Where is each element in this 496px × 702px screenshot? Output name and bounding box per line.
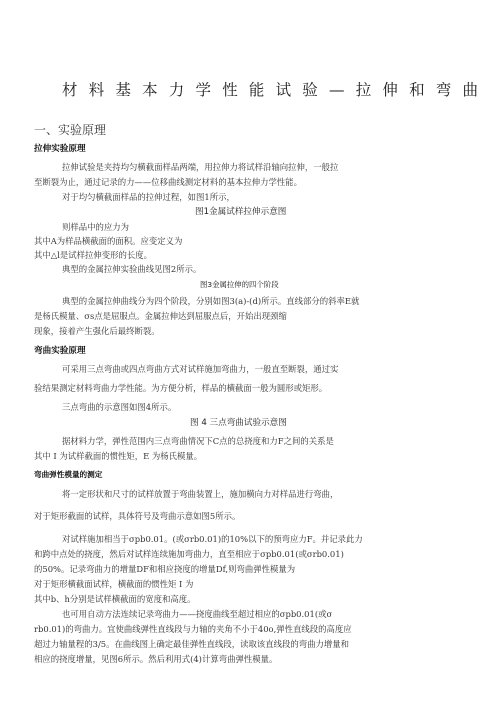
paragraph-line: 其中b、h分别是试样横截面的宽度和高度。 — [34, 594, 196, 604]
paragraph-line: 三点弯曲的示意图如图4所示。 — [62, 402, 177, 412]
paragraph-line: 拉伸试验是夹持均匀横截面样品两端，用拉伸力将试样沿轴向拉伸，一般拉 — [62, 162, 339, 172]
paragraph-line: 对于矩形截面的试样，具体符号及弯曲示意如图5所示。 — [34, 511, 241, 521]
paragraph-line: 超过力轴量程的3/5。在曲线图上确定最佳弹性直线段，读取该直线段的弯曲力增量和 — [34, 639, 349, 649]
paragraph-line: 其中 I 为试样截面的惯性矩，E 为杨氏模量。 — [34, 451, 203, 461]
figure-caption: 图3金属拉伸的四个阶段 — [200, 280, 279, 289]
paragraph-line: 相应的挠度增量，见图6所示。然后利用式(4)计算弯曲弹性模量。 — [34, 654, 278, 664]
paragraph-line: 验结果测定材料弯曲力学性能。为方便分析，样品的横截面一般为圆形或矩形。 — [34, 383, 328, 393]
paragraph-line: 对于均匀横截面样品的拉伸过程，如图1所示， — [62, 192, 235, 202]
paragraph-line: 典型的金属拉伸曲线分为四个阶段，分别如图3(a)-(d)所示。直线部分的斜率E就 — [62, 296, 360, 306]
figure-caption: 图1金属试样拉伸示意图 — [195, 207, 287, 217]
paragraph-line: 至断裂为止，通过记录的力——位移曲线测定材料的基本拉伸力学性能。 — [34, 177, 302, 187]
paragraph-line: 将一定形状和尺寸的试样放置于弯曲装置上，施加横向力对样品进行弯曲， — [62, 489, 339, 499]
paragraph-line: 则样品中的应力为 — [62, 222, 129, 232]
paragraph-line: 据材料力学，弹性范围内三点弯曲情况下C点的总挠度和力F之间的关系是 — [62, 436, 334, 446]
document-title: 材料基本力学性能试验—拉伸和弯曲 — [62, 81, 490, 99]
paragraph-line: 对于矩形横截面试样，横截面的惯性矩 I 为 — [34, 579, 194, 589]
paragraph-line: 典型的金属拉伸实验曲线见图2所示。 — [62, 264, 202, 274]
paragraph-line: 和跨中点处的挠度，然后对试样连续施加弯曲力，直至相应于σpb0.01(或σrb0.01) — [34, 549, 344, 559]
bending-heading: 弯曲实验原理 — [34, 346, 86, 356]
paragraph-line: 其中△l是试样拉伸变形的长度。 — [34, 250, 152, 260]
modulus-heading: 弯曲弹性模量的测定 — [34, 470, 103, 479]
section-heading: 一、实验原理 — [34, 123, 107, 137]
paragraph-line: 的50%。记录弯曲力的增量DF和相应挠度的增量Df,则弯曲弹性模量为 — [34, 564, 296, 574]
paragraph-line: 现象，接着产生强化后最终断裂。 — [34, 326, 160, 336]
paragraph-line: 也可用自动方法连续记录弯曲力——挠度曲线至超过相应的σpb0.01(或σ — [62, 609, 333, 619]
paragraph-line: 其中A为样品横截面的面积。应变定义为 — [34, 236, 183, 246]
paragraph-line: rb0.01)的弯曲力。宜使曲线弹性直线段与力轴的夹角不小于40o,弹性直线段的高度应 — [34, 624, 352, 634]
figure-caption: 图 4 三点弯曲试验示意图 — [190, 418, 287, 428]
tensile-heading: 拉伸实验原理 — [34, 144, 86, 154]
paragraph-line: 可采用三点弯曲或四点弯曲方式对试样施加弯曲力，一般直至断裂，通过实 — [62, 364, 339, 374]
paragraph-line: 是杨氏模量、σs点是屈服点。金属拉伸达到屈服点后，开始出现颈缩 — [34, 311, 287, 321]
paragraph-line: 对试样施加相当于σpb0.01。(或σrb0.01)的10%以下的预弯应力F。并记录此力 — [62, 534, 363, 544]
